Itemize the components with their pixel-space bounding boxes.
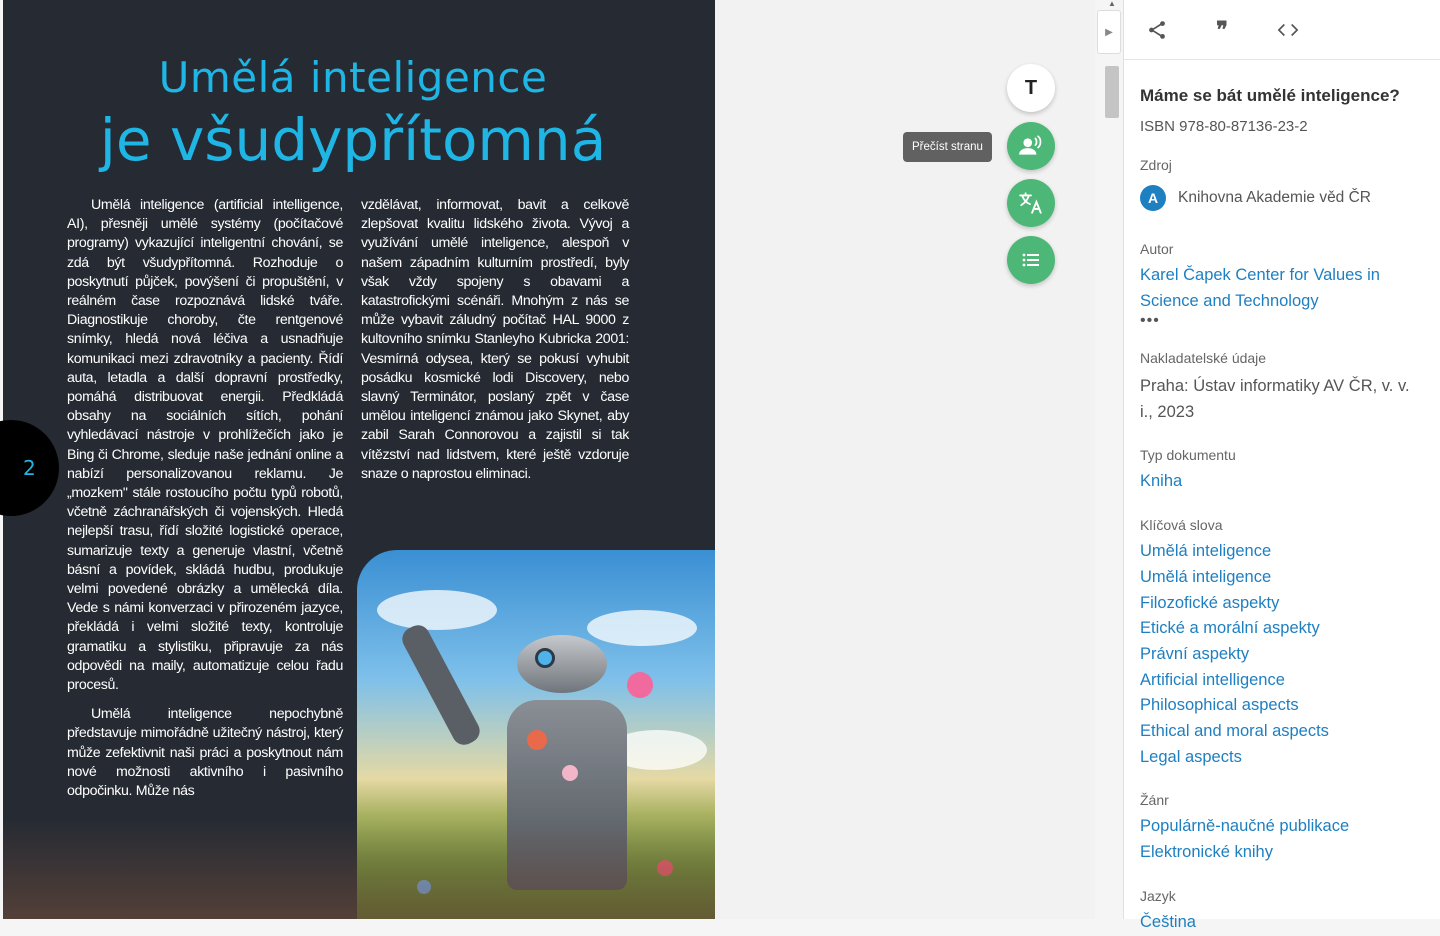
author-label: Autor xyxy=(1140,241,1174,257)
more-authors-button[interactable]: ••• xyxy=(1140,312,1160,330)
source-name: Knihovna Akademie věd ČR xyxy=(1178,189,1372,206)
list-icon xyxy=(1019,248,1043,272)
page-title-line1: Umělá inteligence xyxy=(158,53,548,102)
page-number: 2 xyxy=(23,456,36,480)
paragraph: Umělá inteligence (artificial intelligence, AI), přesněji umělé systémy (počítačové programy) vykazující inteligentní chování, se zdá být všudypřítomná. Rozhoduje o poskytnutí půjček, povýšení či propuštění, v reálném čase rozpoznává lidské tváře. Diagnostikuje choroby, čte rentgenové snímky, hledá nová léčiva a usnadňuje komunikaci mezi zdravotníky a pacienty. Řídí auta, letadla a další dopravní prostředky, pomáhá distribuovat energii. Předkládá obsahy na sociálních sítích, pohání vyhledávací nástroje v prohlížečích jako je Bing či Chrome, sleduje naše jednání online a nabízí personalizovanou reklamu. Je „mozkem" stále rostoucího počtu typů robotů, včetně záchranářských či vojenských. Hledá nejlepší trasu, řídí složité logistické operace, sumarizuje texty a generuje vlastní, včetně básní a povídek, skládá hudbu, produkuje velmi povedené obrázky a umělecká díla. Vede s námi konverzaci v přirozeném jazyce, překládá i velmi složité texty, kontroluje gramatiku a stylistiku, připravuje za nás odpovědi na maily, automatizuje celou řadu procesů. xyxy=(67,197,343,694)
keyword-link[interactable]: Etické a morální aspekty xyxy=(1140,619,1320,638)
text-column-right xyxy=(361,196,629,494)
keywords-label: Klíčová slova xyxy=(1140,517,1223,534)
book-page xyxy=(3,0,715,919)
share-icon xyxy=(1146,19,1168,41)
metadata-panel xyxy=(1123,0,1440,931)
read-aloud-button[interactable] xyxy=(1007,122,1055,170)
source-label: Zdroj xyxy=(1140,157,1172,173)
embed-button[interactable] xyxy=(1274,16,1302,44)
keyword-link[interactable]: Artificial intelligence xyxy=(1140,670,1285,689)
author-links xyxy=(1140,263,1424,330)
translate-icon xyxy=(1018,190,1044,216)
text-mode-button[interactable] xyxy=(1007,64,1055,112)
paragraph: Umělá inteligence nepochybně představuje mimořádně užitečný nástroj, který může zefektivnit naši práci a poskytnout nám nové možnosti aktivního i pasivního odpočinku. Může nás xyxy=(67,706,343,800)
keyword-link[interactable]: Philosophical aspects xyxy=(1140,696,1299,715)
genre-list xyxy=(1140,814,1424,865)
publisher-label: Nakladatelské údaje xyxy=(1140,350,1267,367)
page-title-line2: je všudypřítomná xyxy=(99,106,607,174)
keyword-link[interactable]: Umělá inteligence xyxy=(1140,542,1272,561)
code-icon xyxy=(1277,19,1299,41)
source[interactable] xyxy=(1140,185,1424,211)
quote-icon: ❞ xyxy=(1216,17,1228,43)
paragraph: vzdělávat, informovat, bavit a celkově zlepšovat kvalitu lidského života. Vývoj a využívání umělé inteligence, alespoň v našem západním kulturním prostředí, byly však vždy spojeny s obavami a katastrofickými scénáři. Mnohým z nás se může vybavit záludný počítač HAL 9000 z kultovního snímku Stanleyho Kubricka 2001: Vesmírná odysea, který se pokusí vyhubit posádku kosmické lodi Discovery, nebo slavný Terminátor, poslaný zpět v čase umělou inteligencí známou jako Skynet, aby zabil Sarah Connorovou a zajistil si tak vítězství nad lidstvem, které ještě vzdoruje snaze o naprostou eliminaci. xyxy=(361,197,629,482)
collapse-panel-button[interactable] xyxy=(1097,10,1121,54)
reader-tools-area xyxy=(715,0,1095,919)
library-logo-icon: A xyxy=(1140,185,1166,211)
page-title xyxy=(3,52,703,172)
keyword-link[interactable]: Umělá inteligence xyxy=(1140,567,1272,586)
keyword-list xyxy=(1140,539,1424,770)
doctype-label: Typ dokumentu xyxy=(1140,447,1236,464)
cite-button[interactable] xyxy=(1208,16,1236,44)
language-list xyxy=(1140,910,1424,936)
panel-toolbar xyxy=(1124,0,1440,60)
keyword-link[interactable]: Legal aspects xyxy=(1140,747,1242,766)
doctype-links xyxy=(1140,469,1424,495)
text-column-left xyxy=(67,196,343,811)
isbn: ISBN 978-80-87136-23-2 xyxy=(1140,118,1308,135)
translate-button[interactable] xyxy=(1007,179,1055,227)
genre-link[interactable]: Elektronické knihy xyxy=(1140,843,1273,862)
scrollbar-thumb[interactable] xyxy=(1105,66,1119,118)
page-number-badge xyxy=(0,420,59,516)
keyword-link[interactable]: Ethical and moral aspects xyxy=(1140,722,1329,741)
genre-link[interactable]: Populárně-naučné publikace xyxy=(1140,817,1350,836)
genre-label: Žánr xyxy=(1140,792,1169,809)
language-link[interactable]: Čeština xyxy=(1140,912,1196,931)
page-bottom-fade xyxy=(3,820,715,919)
read-aloud-icon xyxy=(1018,133,1044,159)
scrollbar-track[interactable] xyxy=(1095,0,1123,919)
table-of-contents-button[interactable] xyxy=(1007,236,1055,284)
chevron-right-icon: ▶ xyxy=(1105,26,1113,38)
document-title: Máme se bát umělé inteligence? xyxy=(1140,86,1400,105)
language-label: Jazyk xyxy=(1140,887,1176,904)
keyword-link[interactable]: Právní aspekty xyxy=(1140,644,1250,663)
read-page-tooltip: Přečíst stranu xyxy=(903,132,992,162)
scroll-up-arrow[interactable]: ▲ xyxy=(1108,0,1116,8)
publisher-value: Praha: Ústav informatiky AV ČR, v. v. i., 2023 xyxy=(1140,377,1410,421)
text-mode-label: T xyxy=(1024,76,1038,99)
doctype-link[interactable]: Kniha xyxy=(1140,472,1183,491)
share-button[interactable] xyxy=(1143,16,1171,44)
keyword-link[interactable]: Filozofické aspekty xyxy=(1140,593,1280,612)
panel-body xyxy=(1124,60,1440,936)
author-link[interactable]: Karel Čapek Center for Values in Science and Technology xyxy=(1140,266,1380,310)
